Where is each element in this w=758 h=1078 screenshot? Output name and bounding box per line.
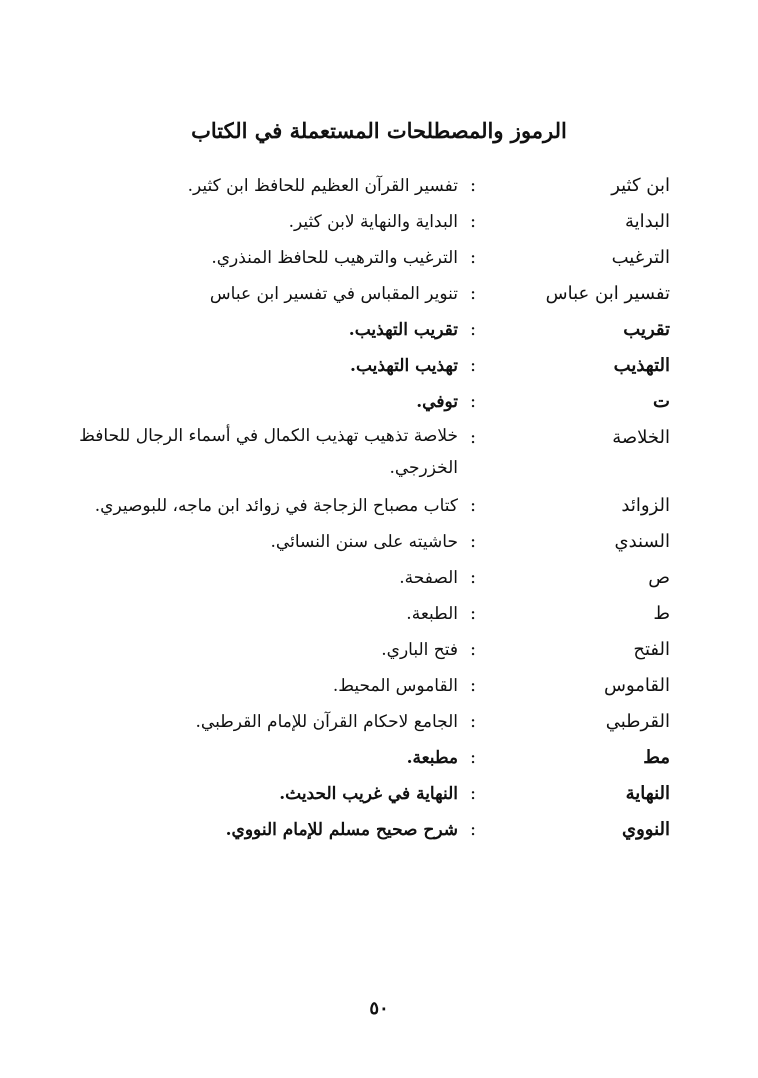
abbreviation-definition: توفي. xyxy=(416,392,458,412)
separator-colon: : xyxy=(469,175,477,196)
abbreviation-term: البداية xyxy=(624,211,670,232)
separator-colon: : xyxy=(469,247,477,268)
abbreviation-definition: كتاب مصباح الزجاجة في زوائد ابن ماجه، للبوصيري. xyxy=(94,496,458,516)
abbreviation-definition: حاشيته على سنن النسائي. xyxy=(270,532,458,552)
abbreviation-term: تقريب xyxy=(623,319,670,340)
separator-colon: : xyxy=(469,283,477,304)
list-item xyxy=(0,204,758,240)
list-item xyxy=(0,596,758,632)
abbreviation-definition: الجامع لاحكام القرآن للإمام القرطبي. xyxy=(195,712,458,732)
abbreviation-term: القرطبي xyxy=(605,711,670,732)
abbreviation-definition: تفسير القرآن العظيم للحافظ ابن كثير. xyxy=(187,176,458,196)
separator-colon: : xyxy=(469,603,477,624)
abbreviation-definition: النهاية في غريب الحديث. xyxy=(279,784,458,804)
abbreviation-definition: تهذيب التهذيب. xyxy=(350,356,458,376)
abbreviation-definition: القاموس المحيط. xyxy=(332,676,458,696)
abbreviation-definition: البداية والنهاية لابن كثير. xyxy=(288,212,458,232)
abbreviation-term: السندي xyxy=(614,531,670,552)
separator-colon: : xyxy=(469,495,477,516)
list-item xyxy=(0,384,758,420)
abbreviation-definition: الصفحة. xyxy=(399,568,458,588)
list-item xyxy=(0,668,758,704)
list-item xyxy=(0,312,758,348)
list-item xyxy=(0,420,758,488)
abbreviation-term: الخلاصة xyxy=(612,427,670,448)
list-item xyxy=(0,560,758,596)
separator-colon: : xyxy=(469,819,477,840)
abbreviation-definition: تقريب التهذيب. xyxy=(348,320,458,340)
abbreviation-definition: الترغيب والترهيب للحافظ المنذري. xyxy=(211,248,458,268)
abbreviation-term: الفتح xyxy=(633,639,670,660)
abbreviation-term: القاموس xyxy=(604,675,670,696)
list-item xyxy=(0,812,758,848)
abbreviation-definition: الطبعة. xyxy=(406,604,458,624)
separator-colon: : xyxy=(469,675,477,696)
abbreviation-term: ط xyxy=(653,603,670,624)
list-item xyxy=(0,524,758,560)
abbreviation-term: النهاية xyxy=(625,783,670,804)
separator-colon: : xyxy=(469,783,477,804)
abbreviation-definition: شرح صحيح مسلم للإمام النووي. xyxy=(225,820,458,840)
abbreviation-definition: مطبعة. xyxy=(406,748,458,768)
separator-colon: : xyxy=(469,711,477,732)
separator-colon: : xyxy=(469,319,477,340)
separator-colon: : xyxy=(469,567,477,588)
abbreviation-term: ت xyxy=(653,391,670,412)
separator-colon: : xyxy=(469,211,477,232)
list-item xyxy=(0,276,758,312)
list-item xyxy=(0,240,758,276)
abbreviation-term: الزوائد xyxy=(621,495,670,516)
separator-colon: : xyxy=(469,747,477,768)
abbreviation-term: ابن كثير xyxy=(611,175,670,196)
list-item xyxy=(0,776,758,812)
page-title: الرموز والمصطلحات المستعملة في الكتاب xyxy=(191,118,567,143)
list-item xyxy=(0,632,758,668)
abbreviation-term: ص xyxy=(648,567,670,588)
abbreviations-list xyxy=(0,168,758,848)
separator-colon: : xyxy=(469,639,477,660)
abbreviation-term: مط xyxy=(643,747,670,768)
abbreviation-term: تفسير ابن عباس xyxy=(545,283,670,304)
abbreviation-term: النووي xyxy=(622,819,670,840)
separator-colon: : xyxy=(469,391,477,412)
abbreviation-definition: خلاصة تذهيب تهذيب الكمال في أسماء الرجال للحافظ الخزرجي. xyxy=(79,426,458,478)
separator-colon: : xyxy=(469,531,477,552)
separator-colon: : xyxy=(469,427,477,448)
abbreviation-definition: تنوير المقباس في تفسير ابن عباس xyxy=(209,284,458,304)
separator-colon: : xyxy=(469,355,477,376)
list-item xyxy=(0,488,758,524)
abbreviation-term: التهذيب xyxy=(613,355,670,376)
abbreviation-term: الترغيب xyxy=(611,247,670,268)
abbreviation-definition: فتح الباري. xyxy=(381,640,458,660)
list-item xyxy=(0,348,758,384)
list-item xyxy=(0,740,758,776)
list-item xyxy=(0,168,758,204)
list-item xyxy=(0,704,758,740)
page-number: ٥٠ xyxy=(369,998,389,1019)
